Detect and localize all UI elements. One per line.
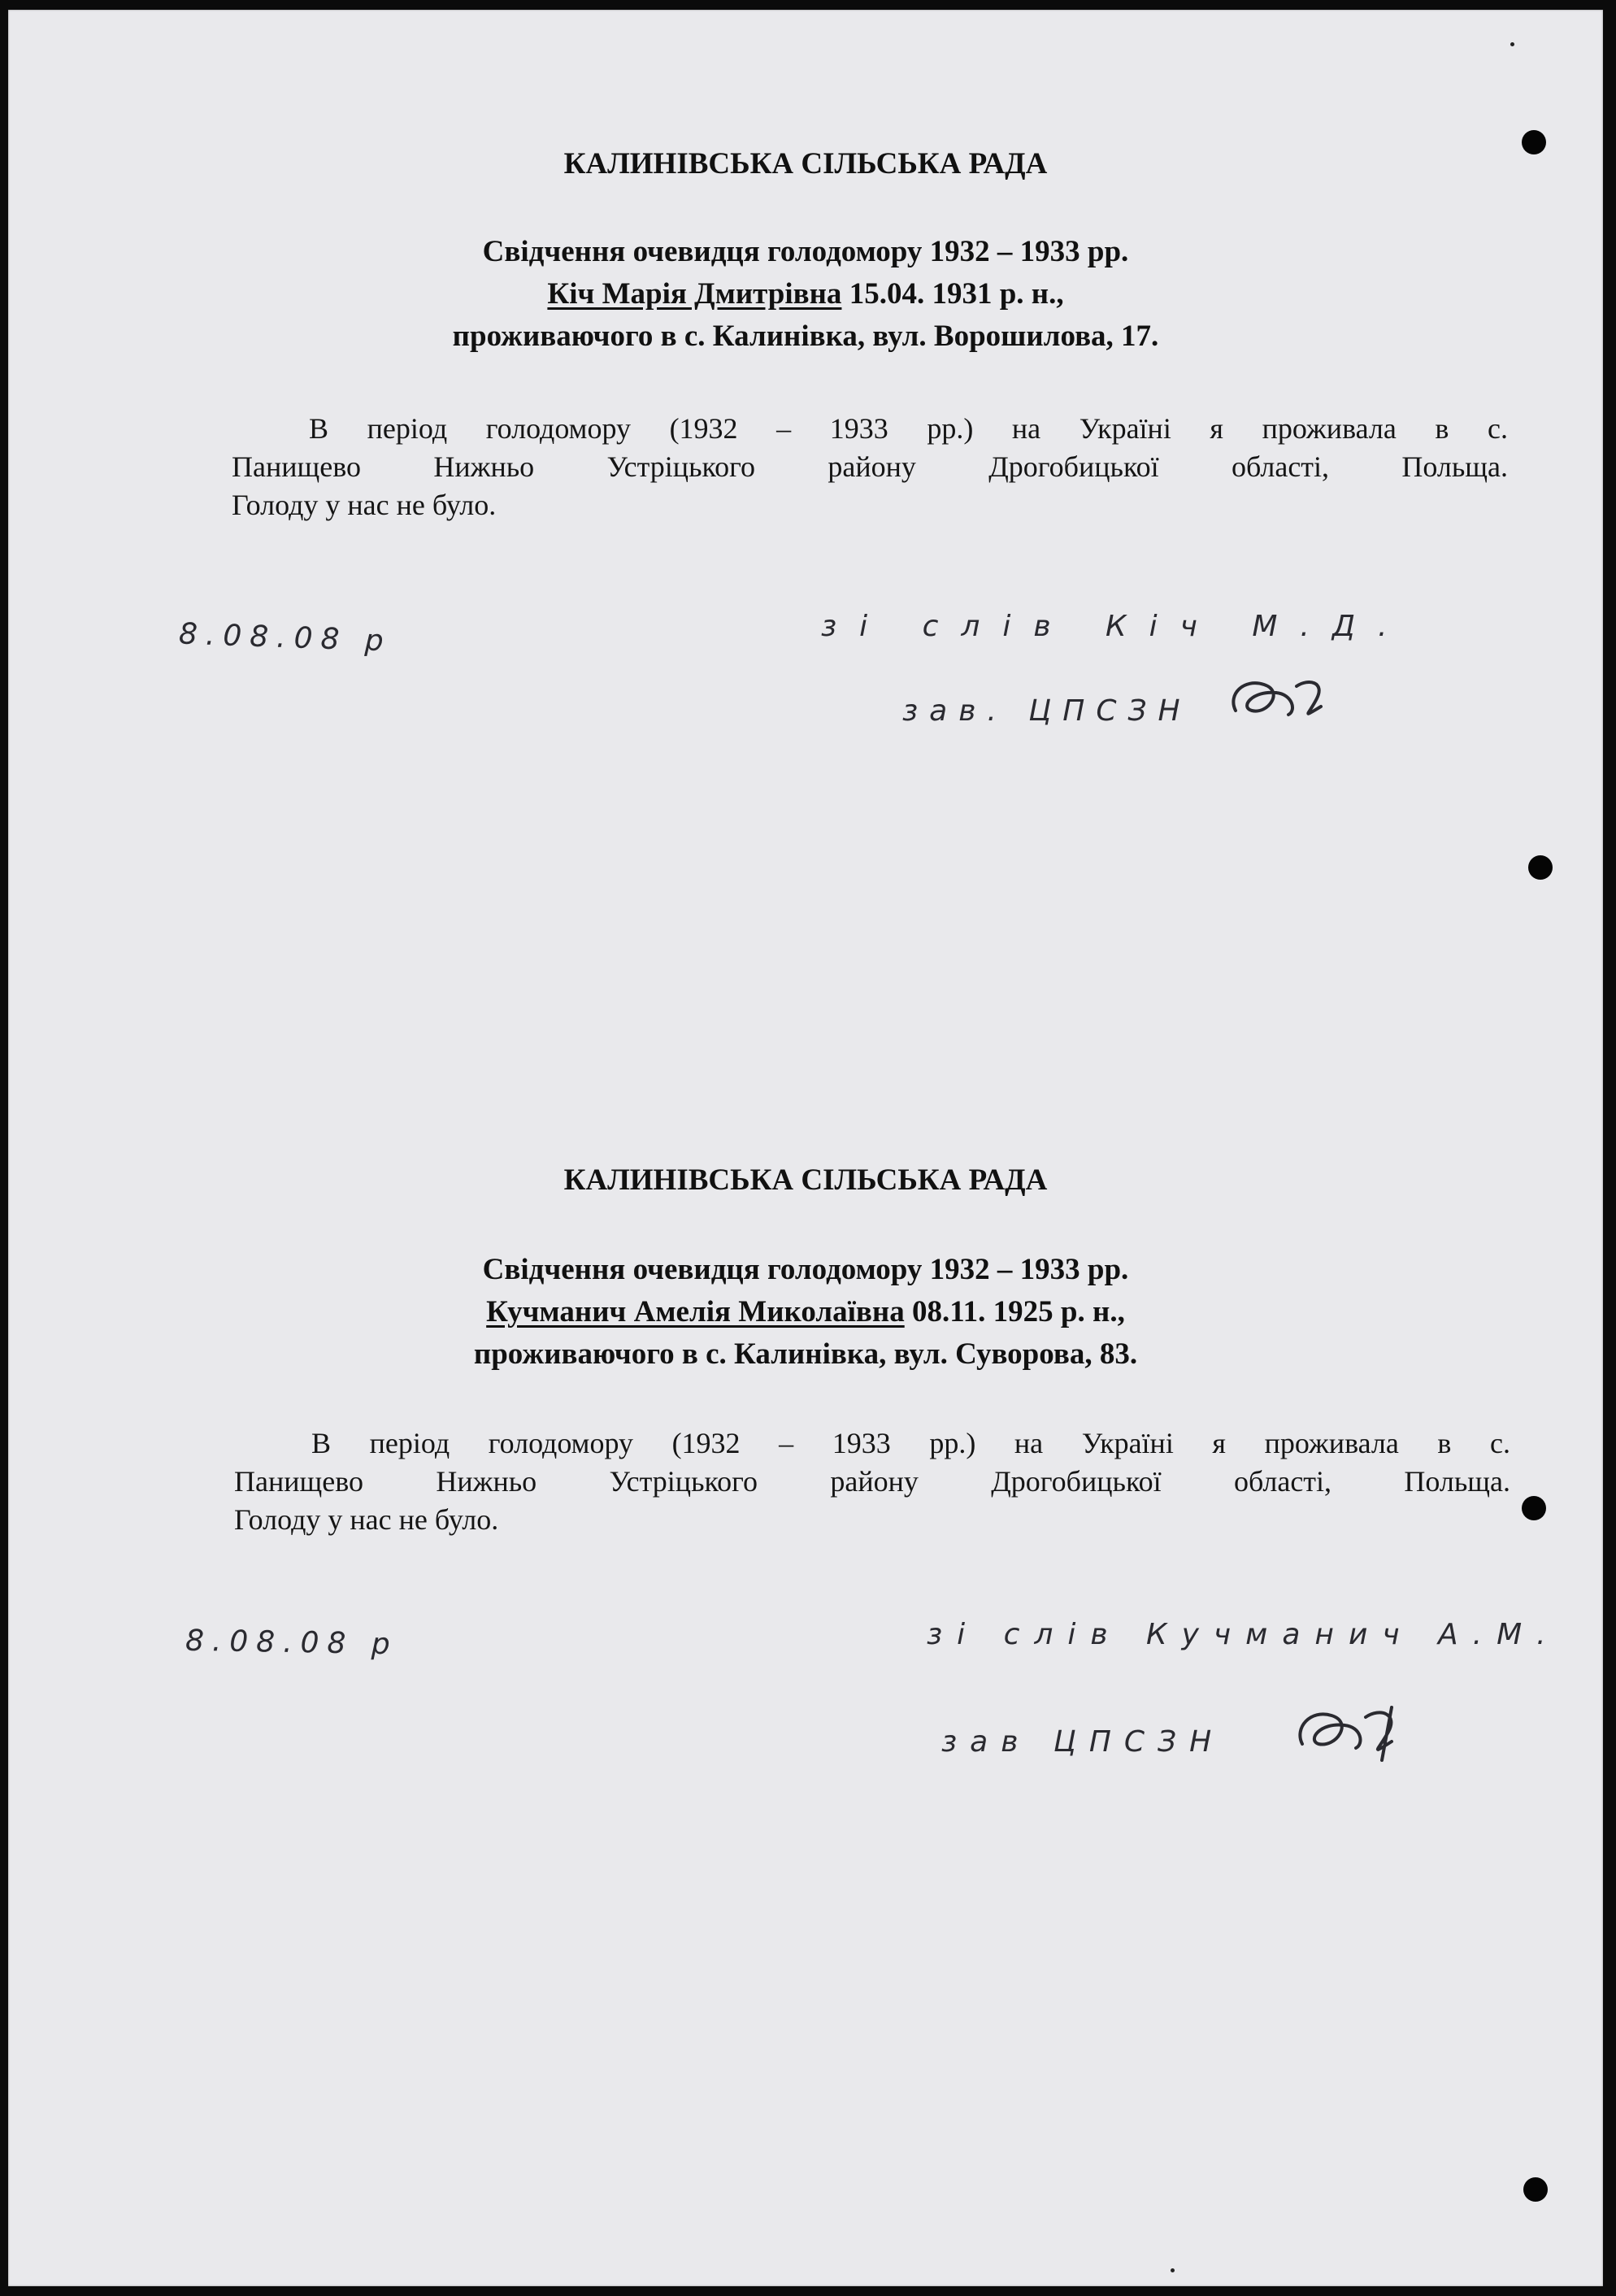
punch-hole (1522, 1496, 1546, 1520)
handwritten-date: 8.08.08 р (178, 617, 393, 659)
speck (1510, 42, 1514, 46)
testimony-paragraph (234, 1424, 1510, 1539)
paragraph-line: Голоду у нас не було. (232, 489, 497, 521)
signature (1284, 1699, 1414, 1764)
residence: проживаючого в с. Калинівка, вул. Ворошилова, 17. (452, 320, 1159, 353)
handwritten-head-title: зав. ЦПСЗН (902, 694, 1192, 728)
handwritten-date: 8.08.08 р (185, 1624, 399, 1662)
residence: проживаючого в с. Калинівка, вул. Суворова, 83. (473, 1337, 1138, 1371)
paragraph-line: Панищево Нижньо Устріцького району Дрогобицької області, Польща. (234, 1465, 1510, 1498)
council-heading: КАЛИНІВСЬКА СІЛЬСЬКА РАДА (563, 1163, 1048, 1197)
witness-name: Кучманич Амелія Миколаївна (486, 1295, 905, 1328)
handwritten-words-of: зі слів Кіч М.Д. (821, 610, 1410, 643)
paragraph-line: Голоду у нас не було. (234, 1503, 499, 1536)
witness-name: Кіч Марія Дмитрівна (547, 277, 842, 311)
testimony-heading (8, 231, 1603, 358)
speck (1171, 2268, 1175, 2272)
testimony-heading (8, 1249, 1603, 1376)
signature (1219, 670, 1341, 727)
punch-hole (1523, 2177, 1548, 2202)
testimony-title: Свідчення очевидця голодомору 1932 – 1933 рр. (482, 1253, 1129, 1286)
birth-info: 08.11. 1925 р. н., (904, 1295, 1125, 1328)
witness-line (8, 273, 1603, 315)
handwritten-head-title: зав ЦПСЗН (941, 1725, 1225, 1759)
paragraph-line: Панищево Нижньо Устріцького району Дрогобицької області, Польща. (232, 450, 1508, 483)
handwritten-words-of: зі слів Кучманич А.М. (927, 1618, 1561, 1651)
council-heading: КАЛИНІВСЬКА СІЛЬСЬКА РАДА (563, 147, 1048, 180)
document-sheet (8, 10, 1603, 2286)
paragraph-line: В період голодомору (1932 – 1933 рр.) на Україні я проживала в с. (311, 1427, 1510, 1459)
testimony-paragraph (232, 410, 1508, 524)
paragraph-line: В період голодомору (1932 – 1933 рр.) на Україні я проживала в с. (309, 412, 1508, 445)
punch-hole (1528, 855, 1553, 880)
witness-line (8, 1291, 1603, 1333)
birth-info: 15.04. 1931 р. н., (841, 277, 1064, 311)
testimony-title: Свідчення очевидця голодомору 1932 – 1933 рр. (482, 235, 1129, 268)
